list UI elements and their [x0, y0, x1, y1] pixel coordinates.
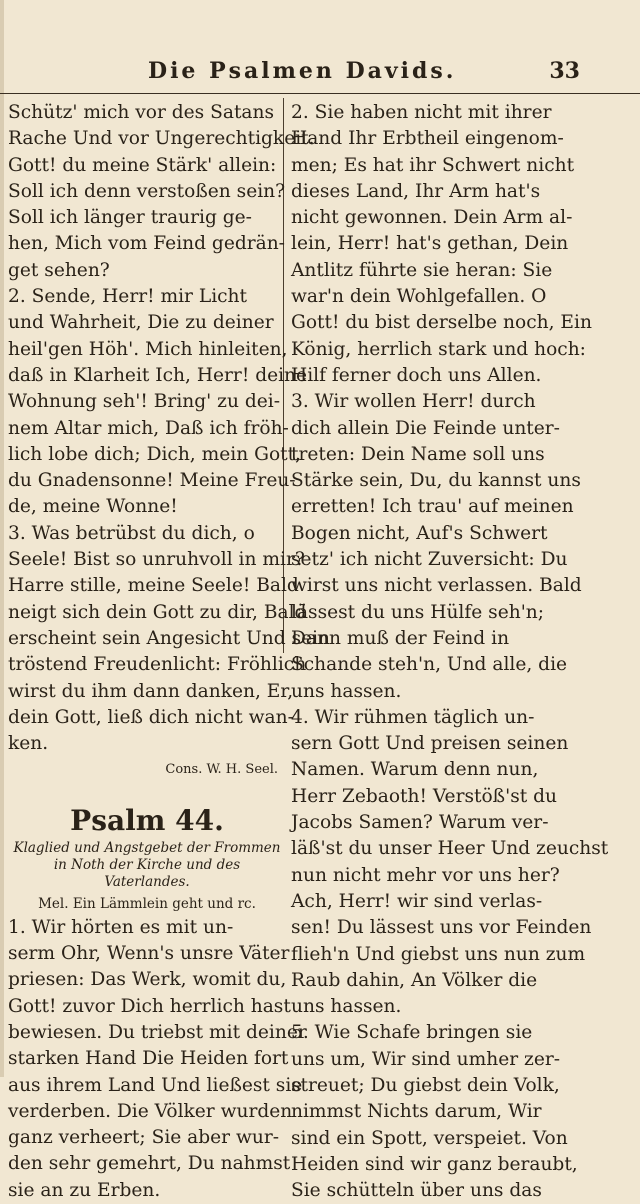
text-line: tröstend Freudenlicht: Fröhlich: [8, 654, 307, 676]
text-line: Stärke sein, Du, du kannst uns: [291, 470, 581, 492]
text-line: sie an zu Erben.: [8, 1179, 161, 1201]
text-line: nem Altar mich, Daß ich fröh-: [8, 417, 289, 439]
text-line: Gott! du bist derselbe noch, Ein: [291, 312, 592, 334]
verse-one-block: [8, 915, 307, 1204]
text-line: Gott! zuvor Dich herrlich hast: [8, 995, 291, 1017]
page-edge: [0, 0, 4, 1077]
text-line: sen! Du lässest uns vor Feinden: [291, 917, 592, 939]
right-text-block: [291, 100, 609, 1204]
text-line: Ach, Herr! wir sind verlas-: [291, 890, 543, 912]
text-line: de, meine Wonne!: [8, 496, 178, 518]
text-line: 4. Wir rühmen täglich un-: [291, 706, 535, 728]
text-line: Schande steh'n, Und alle, die: [291, 654, 568, 676]
text-line: lein, Herr! hat's gethan, Dein: [291, 233, 569, 255]
text-line: Hilf ferner doch uns Allen.: [291, 364, 542, 386]
text-line: Hand Ihr Erbtheil eingenom-: [291, 128, 564, 150]
text-line: wirst du ihm dann danken, Er,: [8, 680, 294, 702]
subtitle-line: in Noth der Kirche und des: [53, 856, 241, 873]
text-line: nimmst Nichts darum, Wir: [291, 1101, 542, 1123]
text-line: Herr Zebaoth! Verstöß'st du: [291, 785, 557, 807]
running-header: [0, 58, 640, 94]
text-line: uns hassen.: [291, 996, 402, 1018]
text-line: 5. Wie Schafe bringen sie: [291, 1022, 533, 1044]
text-line: lässest du uns Hülfe seh'n;: [291, 601, 545, 623]
text-line: serm Ohr, Wenn's unsre Väter: [8, 943, 290, 965]
text-line: 3. Was betrübst du dich, o: [8, 522, 255, 544]
text-line: Namen. Warum denn nun,: [291, 759, 539, 781]
text-line: König, herrlich stark und hoch:: [291, 338, 586, 360]
text-line: Gott! du meine Stärk' allein:: [8, 154, 277, 176]
text-line: wirst uns nicht verlassen. Bald: [291, 575, 582, 597]
text-line: aus ihrem Land Und ließest sie: [8, 1074, 303, 1096]
text-line: Rache Und vor Ungerechtigkeit.: [8, 128, 315, 150]
text-line: und Wahrheit, Die zu deiner: [8, 312, 274, 334]
subtitle-line: Klaglied und Angstgebet der Frommen: [13, 839, 281, 856]
text-line: hen, Mich vom Feind gedrän-: [8, 233, 285, 255]
text-line: Bogen nicht, Auf's Schwert: [291, 522, 548, 544]
melody-line: Mel. Ein Lämmlein geht und rc.: [38, 895, 256, 912]
text-line: treten: Dein Name soll uns: [291, 443, 545, 465]
text-line: nun nicht mehr vor uns her?: [291, 864, 560, 886]
text-line: setz' ich nicht Zuversicht: Du: [291, 549, 568, 571]
text-line: Raub dahin, An Völker die: [291, 969, 538, 991]
text-line: neigt sich dein Gott zu dir, Bald: [8, 601, 307, 623]
text-line: war'n dein Wohlgefallen. O: [291, 286, 547, 308]
text-line: men; Es hat ihr Schwert nicht: [291, 154, 575, 176]
text-line: bewiesen. Du triebst mit deiner: [8, 1021, 307, 1043]
text-line: Soll ich denn verstoßen sein?: [8, 180, 286, 202]
page-number: 33: [549, 58, 580, 84]
text-line: läß'st du unser Heer Und zeuchst: [291, 838, 609, 860]
text-line: du Gnadensonne! Meine Freu-: [8, 470, 296, 492]
left-column: [8, 100, 331, 1204]
header-title: Die Psalmen Davids.: [148, 58, 457, 84]
text-line: Seele! Bist so unruhvoll in mir?: [8, 549, 305, 571]
text-line: dieses Land, Ihr Arm hat's: [291, 180, 541, 202]
text-line: sind ein Spott, verspeiet. Von: [291, 1127, 568, 1149]
text-line: 3. Wir wollen Herr! durch: [291, 391, 536, 413]
text-line: erscheint sein Angesicht Und sein: [8, 627, 331, 649]
text-line: sern Gott Und preisen seinen: [291, 733, 569, 755]
header-rule: [0, 93, 640, 99]
psalm-title: Psalm 44.: [70, 803, 224, 837]
text-line: Heiden sind wir ganz beraubt,: [291, 1153, 578, 1175]
text-line: verderben. Die Völker wurden: [8, 1100, 293, 1122]
text-line: ganz verheert; Sie aber wur-: [8, 1127, 280, 1149]
hymn-attribution: Cons. W. H. Seel.: [165, 762, 278, 778]
text-line: lich lobe dich; Dich, mein Gott,: [8, 443, 301, 465]
text-line: Sie schütteln über uns das: [291, 1180, 542, 1202]
text-line: 1. Wir hörten es mit un-: [8, 916, 234, 938]
text-line: Soll ich länger traurig ge-: [8, 207, 252, 229]
text-line: Harre stille, meine Seele! Bald: [8, 575, 299, 597]
text-line: priesen: Das Werk, womit du,: [8, 969, 287, 991]
text-line: uns um, Wir sind umher zer-: [291, 1048, 560, 1070]
text-line: Antlitz führte sie heran: Sie: [291, 259, 553, 281]
text-line: Wohnung seh'! Bring' zu dei-: [8, 391, 280, 413]
text-line: 2. Sende, Herr! mir Licht: [8, 286, 248, 308]
text-line: Schütz' mich vor des Satans: [8, 102, 275, 123]
text-line: ken.: [8, 733, 49, 755]
text-line: erretten! Ich trau' auf meinen: [291, 496, 574, 518]
text-line: streuet; Du giebst dein Volk,: [291, 1074, 560, 1096]
left-text-block: [8, 100, 331, 757]
text-line: nicht gewonnen. Dein Arm al-: [291, 207, 573, 229]
text-line: Jacobs Samen? Warum ver-: [291, 812, 549, 834]
subtitle-line: Vaterlandes.: [104, 873, 190, 890]
text-line: 2. Sie haben nicht mit ihrer: [291, 102, 552, 123]
text-line: starken Hand Die Heiden fort: [8, 1048, 289, 1070]
text-line: get sehen?: [8, 259, 110, 281]
text-line: uns hassen.: [291, 680, 402, 702]
text-line: flieh'n Und giebst uns nun zum: [291, 943, 586, 965]
psalm-subtitle: [8, 840, 286, 891]
text-line: daß in Klarheit Ich, Herr! deine: [8, 364, 308, 386]
right-column: [291, 100, 609, 1204]
text-line: Dann muß der Feind in: [291, 627, 510, 649]
text-line: den sehr gemehrt, Du nahmst: [8, 1153, 291, 1175]
text-line: dich allein Die Feinde unter-: [291, 417, 560, 439]
text-line: heil'gen Höh'. Mich hinleiten,: [8, 338, 288, 360]
text-line: dein Gott, ließ dich nicht wan-: [8, 706, 294, 728]
